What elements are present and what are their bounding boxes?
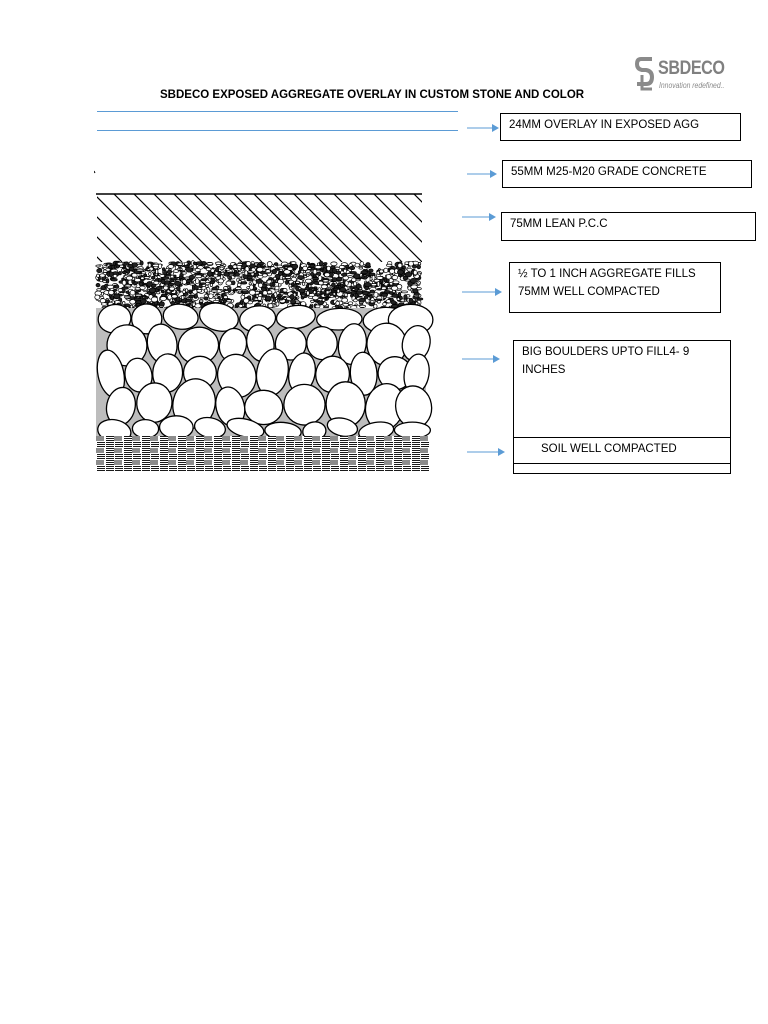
label-overlay: 24MM OVERLAY IN EXPOSED AGG — [500, 113, 741, 141]
title-underline-1 — [97, 111, 458, 112]
arrow-icon — [466, 168, 500, 180]
label-aggregate-fill: ½ TO 1 INCH AGGREGATE FILLS 75MM WELL COMPACTED — [509, 262, 721, 313]
label-boulders: BIG BOULDERS UPTO FILL4- 9 INCHES — [513, 340, 731, 438]
sbdeco-logo-icon — [634, 56, 658, 94]
logo-tagline: Innovation redefined.. — [659, 81, 725, 90]
arrow-icon — [461, 286, 505, 298]
sbdeco-logo — [634, 56, 724, 94]
page-title: SBDECO EXPOSED AGGREGATE OVERLAY IN CUSTOM STONE AND COLOR — [160, 89, 585, 101]
arrow-icon — [461, 353, 503, 365]
title-underline-2 — [97, 130, 458, 131]
soil-box-divider — [513, 463, 731, 464]
label-soil: SOIL WELL COMPACTED — [513, 437, 731, 474]
arrow-icon — [466, 122, 500, 134]
boulder-layer — [94, 299, 434, 445]
cross-section-drawing — [94, 168, 434, 478]
label-lean-pcc: 75MM LEAN P.C.C — [501, 212, 756, 241]
soil-layer — [96, 436, 430, 472]
concrete-hatch — [94, 194, 434, 262]
arrow-icon — [461, 211, 499, 223]
drawing-tick — [94, 171, 95, 173]
logo-name: SBDECO — [658, 58, 725, 79]
label-concrete: 55MM M25-M20 GRADE CONCRETE — [502, 160, 752, 188]
arrow-icon — [466, 446, 508, 458]
